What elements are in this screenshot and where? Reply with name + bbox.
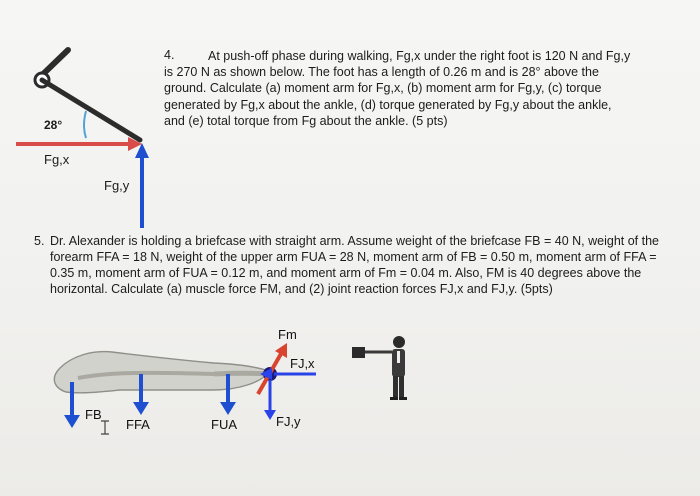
ffa-arrowhead	[133, 402, 149, 415]
problem-5-text: Dr. Alexander is holding a briefcase with straight arm. Assume weight of the briefcase FB = 40 N, weight of the forearm FFA = 18 N, weight of the upper arm FUA = 28 N, moment arm of FB = 0.50 m, moment arm of FFA = 0.35 m, moment arm of FUA = 0.12 m, and moment arm of Fm = 0.04 m. Also, FM is 40 degrees above the horizontal. Calculate (a) muscle force FM, and (2) joint reaction forces FJ,x and FJ,y. (5pts)	[50, 234, 659, 296]
ffa-label: FFA	[126, 417, 150, 432]
angle-label: 28°	[44, 118, 63, 132]
problem-4-number: 4.	[164, 48, 175, 62]
fjy-arrowhead	[264, 410, 276, 420]
person-leg-left	[393, 376, 398, 398]
person-shoe-right	[399, 397, 407, 400]
person-shoe-left	[390, 397, 398, 400]
person-leg-right	[399, 376, 404, 398]
person-head	[393, 336, 405, 348]
fm-label: Fm	[278, 327, 297, 342]
fua-label: FUA	[211, 417, 237, 432]
fgy-label: Fg,y	[104, 178, 130, 193]
person-shirt	[397, 351, 400, 363]
fjx-label: FJ,x	[290, 356, 315, 371]
fb-label: FB	[85, 407, 102, 422]
fua-arrowhead	[220, 402, 236, 415]
text-cursor-icon	[101, 421, 109, 434]
briefcase	[352, 347, 365, 358]
fb-arrowhead	[64, 415, 80, 428]
problem-4-text: At push-off phase during walking, Fg,x under the right foot is 120 N and Fg,y is 270 N as shown below. The foot has a length of 0.26 m and is 28° above the ground. Calculate (a) moment arm for Fg,x, (b) moment arm for Fg,y, (c) torque generated by Fg,x about the ankle, (d) torque generated by Fg,y about the ankle, and (e) total torque from Fg about the ankle. (5 pts)	[164, 49, 631, 128]
fgx-label: Fg,x	[44, 152, 70, 167]
fjy-label: FJ,y	[276, 414, 301, 429]
problem-5-number: 5.	[34, 234, 45, 248]
